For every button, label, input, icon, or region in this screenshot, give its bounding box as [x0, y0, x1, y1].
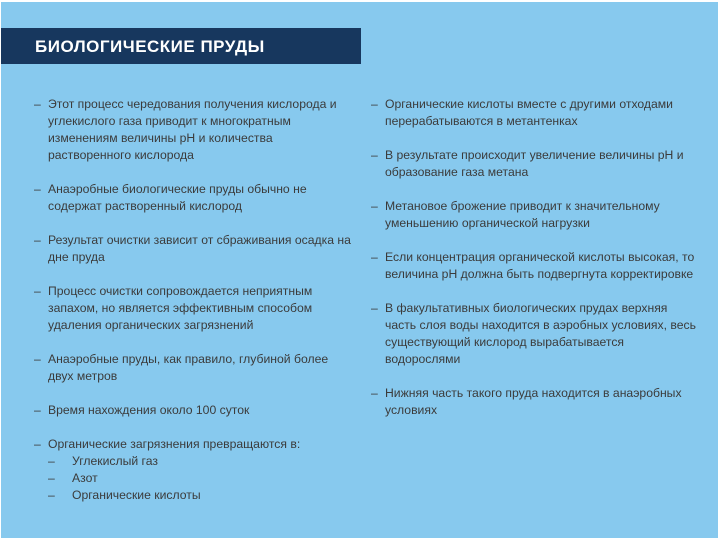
bullet-text: Анаэробные пруды, как правило, глубиной более двух метров [48, 352, 329, 383]
bullet-text: В факультативных биологических прудах верхняя часть слоя воды находится в аэробных условиях, весь существующий кислород вырабатывается водорослями [385, 301, 696, 366]
bullet-text: В результате происходит увеличение величины pH и образование газа метана [385, 148, 684, 179]
bullet-dash: – [34, 403, 41, 417]
bullet-text: Если концентрация органической кислоты высокая, то величина pH должна быть подвергнута корректировке [385, 250, 695, 281]
bullet-item [371, 147, 696, 181]
bullet-dash: – [371, 250, 378, 264]
sub-bullet-text: Органические кислоты [72, 488, 201, 502]
bullet-text: Анаэробные биологические пруды обычно не содержат растворенный кислород [48, 182, 307, 213]
bullet-dash: – [371, 301, 378, 315]
bullet-text: Метановое брожение приводит к значительному уменьшению органической нагрузки [385, 199, 660, 230]
bullet-item [371, 385, 696, 419]
bullet-text: Процесс очистки сопровождается неприятным запахом, но является эффективным способом удаления органических загрязнений [48, 284, 313, 332]
bullet-dash: – [48, 471, 55, 485]
bullet-item [371, 300, 696, 368]
bullet-text: Результат очистки зависит от сбраживания осадка на дне пруда [48, 233, 351, 264]
bullet-item [34, 181, 352, 215]
bullet-dash: – [371, 199, 378, 213]
bullet-text: Этот процесс чередования получения кислорода и углекислого газа приводит к многократным изменениям величины pH и количества растворенного кислорода [48, 97, 337, 162]
sub-bullet-item [34, 453, 352, 470]
bullet-item [371, 198, 696, 232]
bullet-item [34, 351, 352, 385]
sub-bullet-text: Азот [72, 471, 98, 485]
bullet-item [34, 232, 352, 266]
bullet-dash: – [34, 97, 41, 111]
bullet-text: Органические загрязнения превращаются в: [48, 437, 301, 451]
bullet-item [34, 402, 352, 419]
slide [1, 2, 718, 538]
bullet-dash: – [48, 454, 55, 468]
left-column [34, 96, 352, 504]
bullet-item [34, 96, 352, 164]
bullet-dash: – [371, 148, 378, 162]
slide-title: БИОЛОГИЧЕСКИЕ ПРУДЫ [35, 37, 265, 56]
sub-bullet-text: Углекислый газ [72, 454, 158, 468]
bullet-dash: – [34, 352, 41, 366]
bullet-item [34, 283, 352, 334]
bullet-item [34, 436, 352, 453]
right-column [371, 96, 696, 436]
bullet-dash: – [371, 386, 378, 400]
bullet-dash: – [34, 284, 41, 298]
bullet-dash: – [48, 488, 55, 502]
bullet-dash: – [34, 437, 41, 451]
title-bar [1, 28, 361, 64]
sub-bullet-item [34, 470, 352, 487]
bullet-dash: – [34, 182, 41, 196]
bullet-text: Время нахождения около 100 суток [48, 403, 250, 417]
sub-bullet-item [34, 487, 352, 504]
bullet-text: Органические кислоты вместе с другими отходами перерабатываются в метантенках [385, 97, 673, 128]
bullet-dash: – [371, 97, 378, 111]
bullet-text: Нижняя часть такого пруда находится в анаэробных условиях [385, 386, 682, 417]
sub-list [34, 453, 352, 504]
bullet-item [371, 249, 696, 283]
bullet-dash: – [34, 233, 41, 247]
bullet-item [371, 96, 696, 130]
